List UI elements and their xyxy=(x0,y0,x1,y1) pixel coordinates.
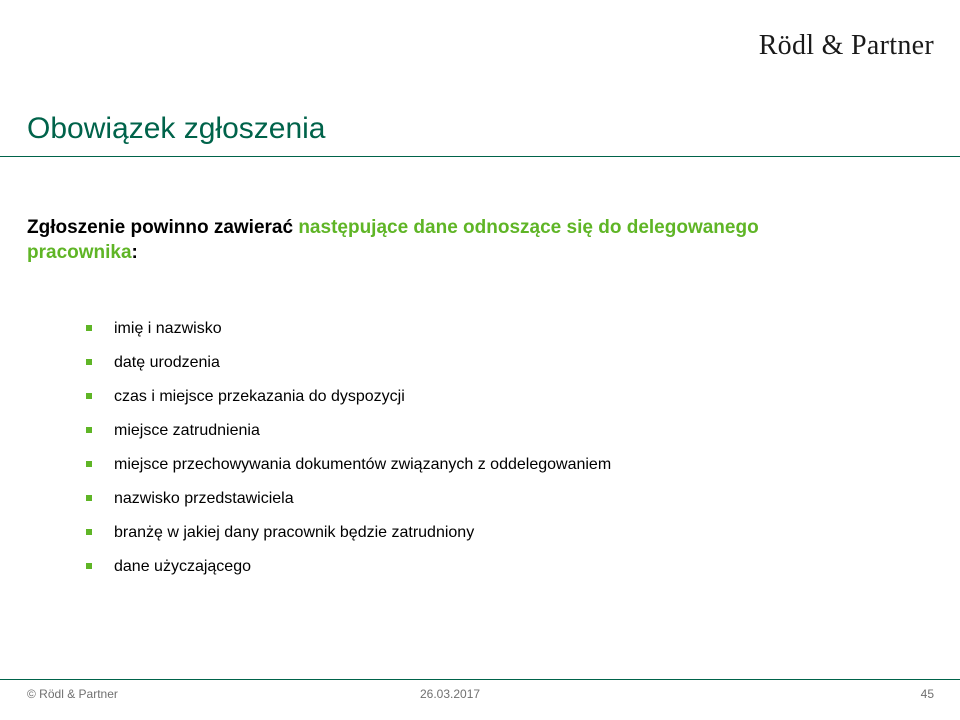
list-item-text: branżę w jakiej dany pracownik będzie zatrudniony xyxy=(114,524,475,541)
footer-divider xyxy=(0,679,960,680)
intro-text xyxy=(27,215,827,265)
list-item-text: czas i miejsce przekazania do dyspozycji xyxy=(114,388,405,405)
list-item xyxy=(86,488,611,522)
company-logo: Rödl & Partner xyxy=(758,30,934,61)
list-item xyxy=(86,386,611,420)
list-item-text: nazwisko przedstawiciela xyxy=(114,490,294,507)
page-number: 45 xyxy=(920,687,934,701)
list-item-text: miejsce przechowywania dokumentów związanych z oddelegowaniem xyxy=(114,456,612,473)
intro-text-lead: Zgłoszenie powinno zawierać xyxy=(27,217,299,238)
bullet-list xyxy=(86,318,611,590)
bullet-square-icon xyxy=(86,393,92,399)
list-item xyxy=(86,420,611,454)
list-item xyxy=(86,522,611,556)
intro-text-end: : xyxy=(131,242,138,263)
list-item xyxy=(86,556,611,590)
list-item xyxy=(86,318,611,352)
list-item-text: datę urodzenia xyxy=(114,354,220,371)
list-item-text: imię i nazwisko xyxy=(114,320,222,337)
slide-title: Obowiązek zgłoszenia xyxy=(27,112,326,145)
bullet-square-icon xyxy=(86,359,92,365)
footer-date: 26.03.2017 xyxy=(420,687,481,701)
title-divider xyxy=(0,156,960,157)
footer-copyright: © Rödl & Partner xyxy=(27,687,118,701)
list-item-text: miejsce zatrudnienia xyxy=(114,422,260,439)
bullet-square-icon xyxy=(86,495,92,501)
list-item-text: dane użyczającego xyxy=(114,558,251,575)
list-item xyxy=(86,352,611,386)
bullet-square-icon xyxy=(86,563,92,569)
bullet-square-icon xyxy=(86,325,92,331)
bullet-square-icon xyxy=(86,427,92,433)
bullet-square-icon xyxy=(86,529,92,535)
bullet-square-icon xyxy=(86,461,92,467)
list-item xyxy=(86,454,611,488)
intro-text-highlight: następujące dane odnoszące się do delegowanego pracownika xyxy=(27,217,759,263)
